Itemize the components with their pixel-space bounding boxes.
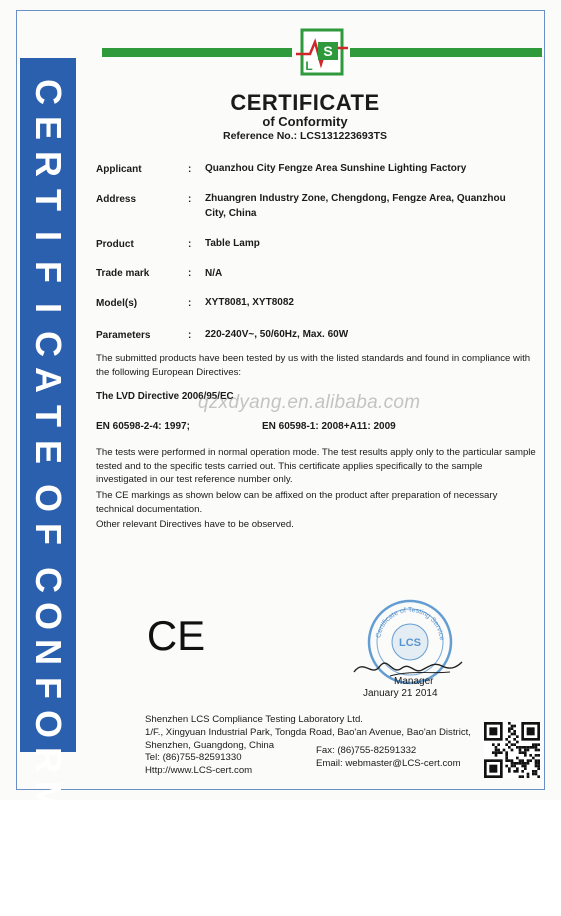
ce-mark-icon [145,612,207,656]
side-banner-letter: O [27,601,69,631]
side-banner-letter: R [28,747,69,773]
side-banner-letter: Y [27,891,69,916]
side-banner-letter: A [28,367,69,393]
signature-date: January 21 2014 [363,688,438,699]
lab-name: Shenzhen LCS Compliance Testing Laboratory Ltd. [145,714,363,725]
certificate-title: CERTIFICATE [230,90,380,115]
address-colon: : [188,194,192,205]
side-banner-letter: O [27,483,69,513]
side-banner-letter: I [27,302,69,314]
ce-mark-text: CE [146,612,206,656]
side-banner-letter [43,474,53,477]
lab-fax: Fax: (86)755-82591332 [316,745,417,756]
address-value: Zhuangren Industry Zone, Chengdong, Fengze Area, Quanzhou City, China [205,193,506,219]
side-banner-letter: R [28,151,69,177]
svg-text:L: L [305,59,313,73]
models-label: Model(s) [96,298,138,309]
lab-email: Email: webmaster@LCS-cert.com [316,758,461,769]
seal-logo-text: LCS [399,637,421,649]
other-directives-statement: Other relevant Directives have to be observed. [96,519,294,530]
models-value: XYT8081, XYT8082 [205,297,294,308]
seal-text: Certificate of Testing Service [375,606,445,641]
side-banner [20,58,76,916]
side-banner-letter: E [27,439,69,465]
side-banner-letter: T [28,189,69,211]
top-green-bar-right [350,48,542,57]
signer-title: Manager [394,676,434,687]
top-green-bar-left [102,48,292,57]
trade-mark-value: N/A [205,268,223,279]
directive-intro: The submitted products have been tested by us with the listed standards and found in compliance with the following European Directives: [96,353,531,378]
address-label: Address [96,194,137,205]
parameters-label: Parameters [96,330,151,341]
side-banner-letter: T [28,405,69,427]
lcs-logo-icon [296,28,348,76]
side-banner-letter: I [27,230,69,242]
certificate-subtitle: of Conformity [262,114,348,129]
applicant-colon: : [188,164,192,175]
side-banner-letter: N [28,639,69,665]
side-banner-letter: I [27,826,69,838]
side-banner-letter: T [28,857,69,879]
qr-code-icon [484,722,540,778]
side-banner-letter: F [28,677,69,699]
trade-mark-colon: : [188,268,192,279]
applicant-value: Quanzhou City Fengze Area Sunshine Lighting Factory [205,163,467,174]
side-banner-letter: C [28,331,69,357]
svg-text:S: S [323,43,333,59]
models-colon: : [188,298,192,309]
ce-marking-statement: The CE markings as shown below can be affixed on the product after preparation of necessary technical documentation. [96,490,498,515]
side-banner-letter: E [27,115,69,141]
side-banner-letter: F [28,523,69,545]
side-banner-letter: M [28,781,69,811]
lab-address-line-1: 1/F., Xingyuan Industrial Park, Tongda Road, Bao'an Avenue, Bao'an District, [145,727,471,738]
parameters-colon: : [188,330,192,341]
side-banner-letter: C [28,567,69,593]
side-banner-letter: C [28,79,69,105]
side-banner-letter: F [28,261,69,283]
lab-address-line-2: Shenzhen, Guangdong, China [145,740,275,751]
lab-website: Http://www.LCS-cert.com [145,765,253,776]
side-banner-text [20,58,76,916]
test-statement: The tests were performed in normal operation mode. The test results apply only to the particular sample tested and to the specific tests carried out. This certificate applies specifically to the sample investigated in our test reference number only. [96,447,536,485]
directive-name: The LVD Directive 2006/95/EC [96,391,234,402]
lab-tel: Tel: (86)755-82591330 [145,752,242,763]
reference-number: Reference No.: LCS131223693TS [223,130,387,142]
applicant-label: Applicant [96,164,142,175]
standard-2: EN 60598-1: 2008+A11: 2009 [262,421,396,432]
product-value: Table Lamp [205,238,260,249]
product-label: Product [96,239,134,250]
side-banner-letter: O [27,709,69,739]
product-colon: : [188,239,192,250]
standard-1: EN 60598-2-4: 1997; [96,421,190,432]
trade-mark-label: Trade mark [96,268,150,279]
side-banner-letter [43,556,53,559]
watermark-text: qzxdyang.en.alibaba.com [198,392,421,413]
parameters-value: 220-240V~, 50/60Hz, Max. 60W [205,329,349,340]
